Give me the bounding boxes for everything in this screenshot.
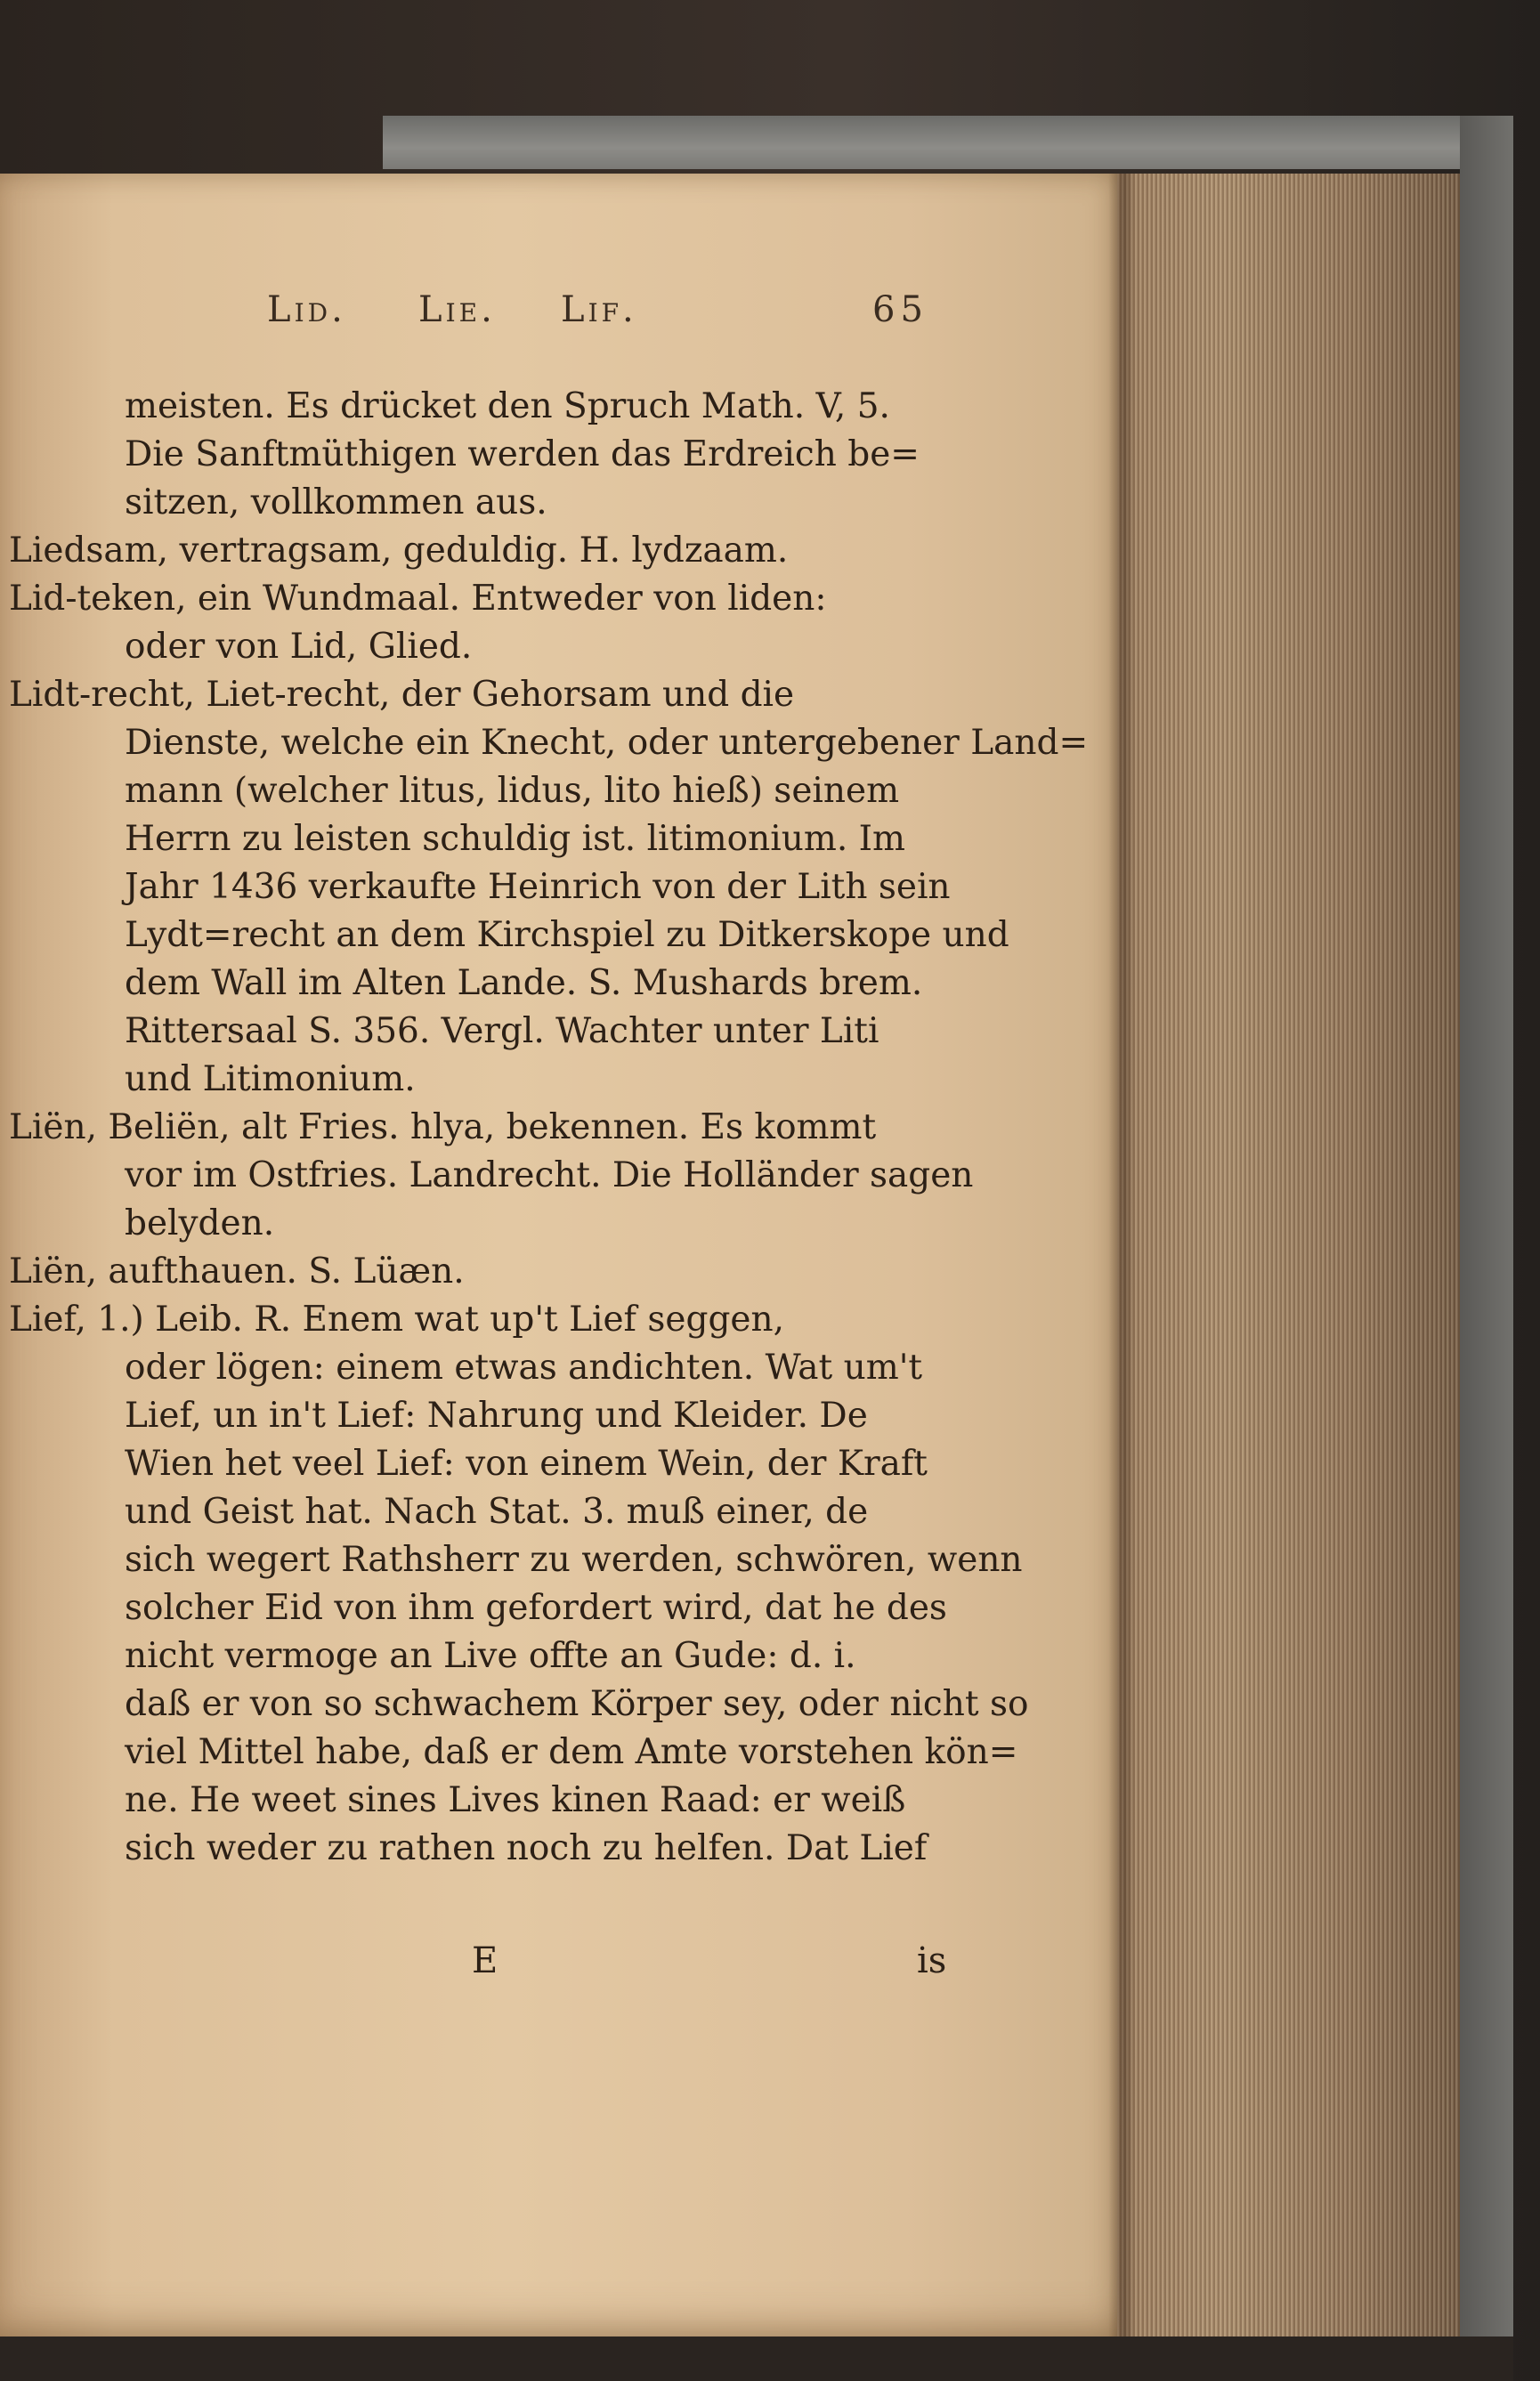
text-line: ne. He weet sines Lives kinen Raad: er weiß xyxy=(125,1780,906,1820)
page-text xyxy=(9,383,1089,1873)
header-middle: Lie. xyxy=(418,289,496,330)
book-cover-right xyxy=(1460,116,1513,2350)
text-line: viel Mittel habe, daß er dem Amte vorstehen kön= xyxy=(125,1732,1018,1772)
text-line: Lydt=recht an dem Kirchspiel zu Ditkerskope und xyxy=(125,915,1009,955)
text-line: sitzen, vollkommen aus. xyxy=(125,482,547,522)
page-edges xyxy=(1117,174,1460,2336)
text-line: Dienste, welche ein Knecht, oder untergebener Land= xyxy=(125,723,1089,763)
text-line: Jahr 1436 verkaufte Heinrich von der Lith sein xyxy=(125,867,951,907)
text-line: und Litimonium. xyxy=(125,1059,416,1099)
text-line: Rittersaal S. 356. Vergl. Wachter unter Liti xyxy=(125,1011,879,1051)
header-right: Lif. xyxy=(561,289,637,330)
page-shadow xyxy=(1108,174,1135,2336)
catchword: is xyxy=(917,1940,947,1981)
bottom-background xyxy=(0,2336,1513,2381)
text-line: solcher Eid von ihm gefordert wird, dat he des xyxy=(125,1588,947,1628)
text-line: Wien het veel Lief: von einem Wein, der Kraft xyxy=(125,1444,928,1484)
page-number: 65 xyxy=(872,289,928,330)
text-line: nicht vermoge an Live offte an Gude: d. i. xyxy=(125,1636,856,1676)
text-line: daß er von so schwachem Körper sey, oder nicht so xyxy=(125,1684,1029,1724)
text-line: belyden. xyxy=(125,1203,275,1243)
signature-mark: E xyxy=(472,1940,498,1981)
text-line: sich weder zu rathen noch zu helfen. Dat Lief xyxy=(125,1828,928,1868)
text-line: oder von Lid, Glied. xyxy=(125,627,473,667)
entry-line: Lidt-recht, Liet-recht, der Gehorsam und die xyxy=(9,675,795,715)
text-line: Lief, un in't Lief: Nahrung und Kleider. De xyxy=(125,1396,868,1436)
text-line: dem Wall im Alten Lande. S. Mushards brem. xyxy=(125,963,923,1003)
text-line: Die Sanftmüthigen werden das Erdreich be= xyxy=(125,434,920,474)
entry-line: Lid-teken, ein Wundmaal. Entweder von liden: xyxy=(9,579,827,619)
text-line: meisten. Es drücket den Spruch Math. V, 5. xyxy=(125,386,890,426)
book-cover-top xyxy=(383,116,1469,169)
entry-line: Lief, 1.) Leib. R. Enem wat up't Lief seggen, xyxy=(9,1300,785,1340)
entry-line: Liedsam, vertragsam, geduldig. H. lydzaam. xyxy=(9,530,789,571)
text-line: und Geist hat. Nach Stat. 3. muß einer, de xyxy=(125,1492,869,1532)
text-line: sich wegert Rathsherr zu werden, schwören, wenn xyxy=(125,1540,1023,1580)
text-line: Herrn zu leisten schuldig ist. litimonium. Im xyxy=(125,819,906,859)
text-line: mann (welcher litus, lidus, lito hieß) seinem xyxy=(125,771,900,811)
header-left: Lid. xyxy=(267,289,346,330)
text-line: oder lögen: einem etwas andichten. Wat um't xyxy=(125,1348,923,1388)
entry-line: Liën, aufthauen. S. Lüæn. xyxy=(9,1251,465,1292)
running-header xyxy=(267,289,944,343)
text-line: vor im Ostfries. Landrecht. Die Holländer sagen xyxy=(125,1155,974,1195)
entry-line: Liën, Beliën, alt Fries. hlya, bekennen. Es kommt xyxy=(9,1107,877,1147)
